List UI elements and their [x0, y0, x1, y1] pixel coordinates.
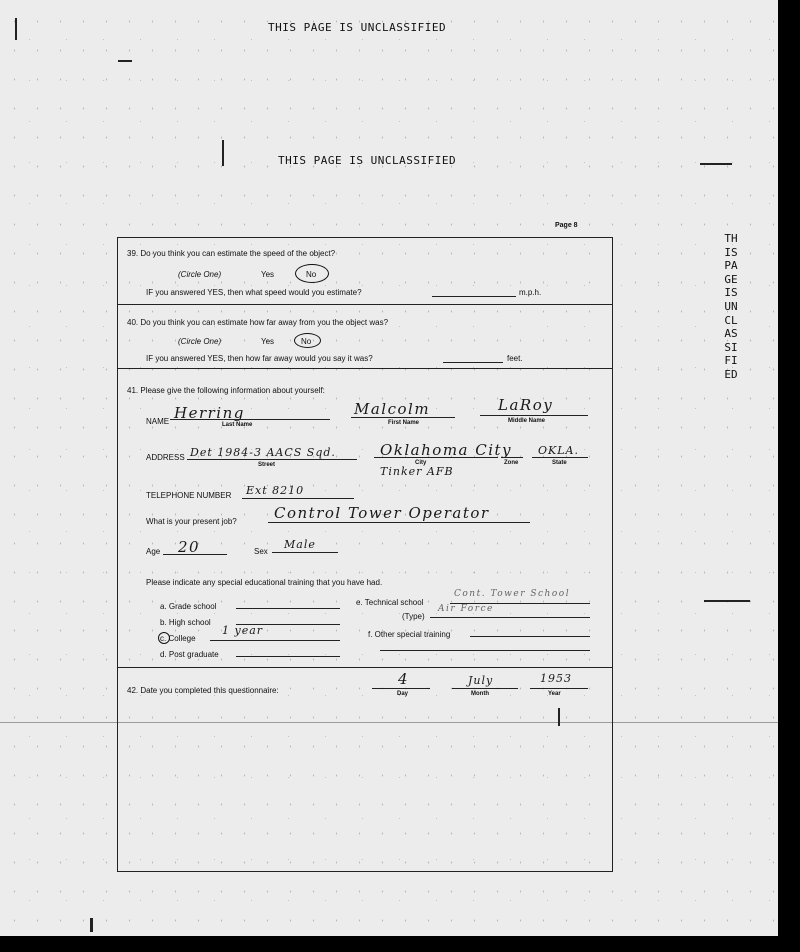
post-graduate-line [236, 656, 340, 657]
q40-circle-one: (Circle One) [178, 337, 222, 346]
page-number: Page 8 [555, 222, 578, 229]
city-line [374, 457, 498, 458]
scan-mark [90, 918, 93, 932]
q40-answer-line [443, 362, 503, 363]
year-value: 1953 [540, 672, 572, 685]
state-line [532, 457, 588, 458]
month-value: July [468, 674, 494, 687]
technical-school-label: e. Technical school [356, 598, 424, 607]
divider-41-42 [118, 667, 612, 668]
middle-name-caption: Middle Name [508, 418, 546, 424]
q39-answer-line [432, 296, 516, 297]
q39-circle-one: (Circle One) [178, 270, 222, 279]
other-training-line [470, 636, 590, 637]
zone-caption: Zone [504, 460, 519, 466]
sex-value: Male [284, 538, 316, 551]
q39-no: No [306, 270, 317, 279]
middle-name-value: LaRoy [498, 396, 554, 414]
job-value: Control Tower Operator [274, 504, 490, 522]
last-name-value: Herring [174, 404, 245, 422]
q40-followup: IF you answered YES, then how far away would you say it was? [146, 354, 373, 363]
address-label: ADDRESS [146, 453, 185, 462]
other-training-label: f. Other special training [368, 630, 451, 639]
day-caption: Day [397, 691, 409, 697]
q40-question: 40. Do you think you can estimate how far away from you the object was? [127, 318, 389, 327]
scan-mark [15, 18, 17, 40]
scan-mark [222, 140, 224, 166]
grade-school-line [236, 608, 340, 609]
college-value: 1 year [222, 624, 264, 637]
college-label: c. College [160, 634, 196, 643]
day-value: 4 [398, 670, 410, 688]
city-caption: City [415, 460, 427, 466]
city-value: Oklahoma City [380, 441, 513, 459]
year-caption: Year [548, 691, 561, 697]
technical-school-value: Cont. Tower School [454, 589, 571, 599]
age-label: Age [146, 547, 161, 556]
first-name-value: Malcolm [354, 400, 431, 418]
street-line [187, 459, 357, 460]
other-training-line-2 [380, 650, 590, 651]
job-line [268, 522, 530, 523]
street-caption: Street [258, 462, 276, 468]
q39-followup: IF you answered YES, then what speed would you estimate? [146, 288, 362, 297]
state-caption: State [552, 460, 567, 466]
scan-mark [558, 708, 560, 726]
zone-line [501, 457, 523, 458]
scan-mark [118, 60, 132, 62]
month-line [452, 688, 518, 689]
scan-mark [704, 600, 750, 602]
scan-fold-line [0, 722, 778, 723]
name-label: NAME [146, 417, 170, 426]
day-line [372, 688, 430, 689]
sex-line [272, 552, 338, 553]
state-value: OKLA. [538, 444, 579, 457]
street-value: Det 1984-3 AACS Sqd. [190, 446, 336, 459]
year-line [530, 688, 588, 689]
q40-yes: Yes [261, 337, 275, 346]
q39-yes: Yes [261, 270, 275, 279]
training-prompt: Please indicate any special educational training that you have had. [146, 578, 383, 587]
scan-mark [700, 163, 732, 165]
q39-no-circle-mark [295, 264, 329, 283]
first-name-caption: First Name [388, 420, 420, 426]
q39-unit: m.p.h. [519, 288, 542, 297]
q40-unit: feet. [507, 354, 523, 363]
q42-question: 42. Date you completed this questionnaire: [127, 686, 279, 695]
college-circle-mark [158, 632, 170, 644]
divider-40-41 [118, 368, 612, 369]
first-name-line [351, 417, 455, 418]
type-line [430, 617, 590, 618]
age-value: 20 [178, 538, 201, 556]
phone-value: Ext 8210 [246, 484, 305, 497]
post-graduate-label: d. Post graduate [160, 650, 219, 659]
q41-question: 41. Please give the following information about yourself: [127, 386, 325, 395]
type-value: Air Force [438, 604, 494, 614]
q40-no-circle-mark [294, 333, 321, 348]
phone-label: TELEPHONE NUMBER [146, 491, 232, 500]
middle-name-line [480, 415, 588, 416]
last-name-caption: Last Name [222, 422, 253, 428]
top-classification-stamp: THIS PAGE IS UNCLASSIFIED [268, 21, 447, 34]
last-name-line [170, 419, 330, 420]
age-line [163, 554, 227, 555]
phone-line [242, 498, 354, 499]
questionnaire-form [117, 237, 613, 872]
high-school-label: b. High school [160, 618, 211, 627]
divider-39-40 [118, 304, 612, 305]
college-line [210, 640, 340, 641]
second-classification-stamp: THIS PAGE IS UNCLASSIFIED [278, 154, 457, 167]
q39-question: 39. Do you think you can estimate the speed of the object? [127, 249, 336, 258]
vertical-classification-stamp: THISPAGEISUNCLASSIFIED [724, 232, 738, 381]
sex-label: Sex [254, 547, 268, 556]
month-caption: Month [471, 691, 489, 697]
grade-school-label: a. Grade school [160, 602, 217, 611]
job-label: What is your present job? [146, 517, 237, 526]
type-label: (Type) [402, 612, 425, 621]
city-extra-value: Tinker AFB [380, 465, 454, 478]
q40-no: No [301, 337, 312, 346]
